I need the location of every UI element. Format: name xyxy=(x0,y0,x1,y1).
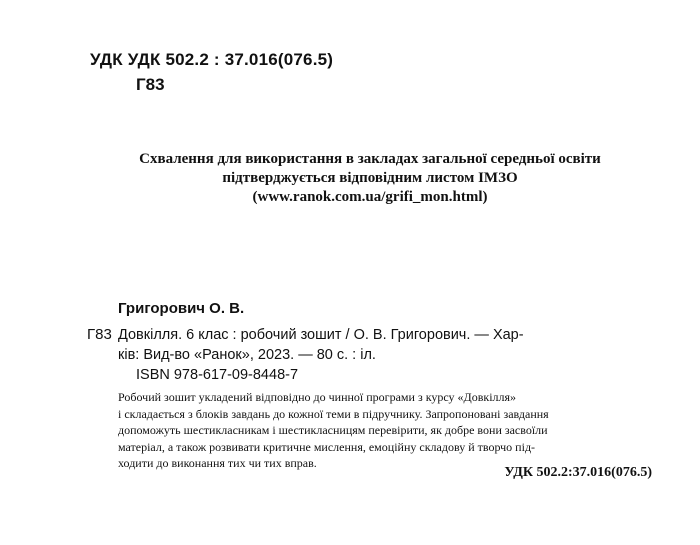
udk-header: УДК УДК 502.2 : 37.016(076.5) xyxy=(90,50,334,69)
approval-line-1: Схвалення для використання в закладах загальної середньої освіти xyxy=(139,151,601,167)
author-mark-header: Г83 xyxy=(136,75,165,94)
citation-line-2: ків: Вид-во «Ранок», 2023. — 80 с. : іл. xyxy=(118,347,376,363)
citation-line-1: Довкілля. 6 клас : робочий зошит / О. В. Григорович. — Хар- xyxy=(118,327,524,343)
approval-line-2: підтверджується відповідним листом ІМЗО xyxy=(222,170,518,186)
udk-footer: УДК 502.2:37.016(076.5) xyxy=(504,465,652,480)
catalog-author-mark: Г83 xyxy=(87,326,112,343)
catalog-author: Григорович О. В. xyxy=(118,300,245,317)
isbn: ISBN 978-617-09-8448-7 xyxy=(136,367,299,383)
approval-notice xyxy=(60,150,680,207)
annotation-line-1: Робочий зошит укладений відповідно до чинної програми з курсу «Довкілля» xyxy=(118,390,517,404)
annotation-line-4: матеріал, а також розвивати критичне мислення, емоційну складову й творчо під- xyxy=(118,439,536,454)
catalog-citation xyxy=(118,325,658,365)
annotation-line-3: допоможуть шестикласникам і шестикласницям перевірити, як добре вони засвоїли xyxy=(118,423,548,437)
annotation-line-5: ходити до виконання тих чи тих вправ. xyxy=(118,456,317,470)
annotation-paragraph xyxy=(118,389,658,472)
approval-url: (www.ranok.com.ua/grifi_mon.html) xyxy=(252,189,488,205)
annotation-line-2: і складається з блоків завдань до кожної теми в підручнику. Запропоновані завдання xyxy=(118,406,549,421)
